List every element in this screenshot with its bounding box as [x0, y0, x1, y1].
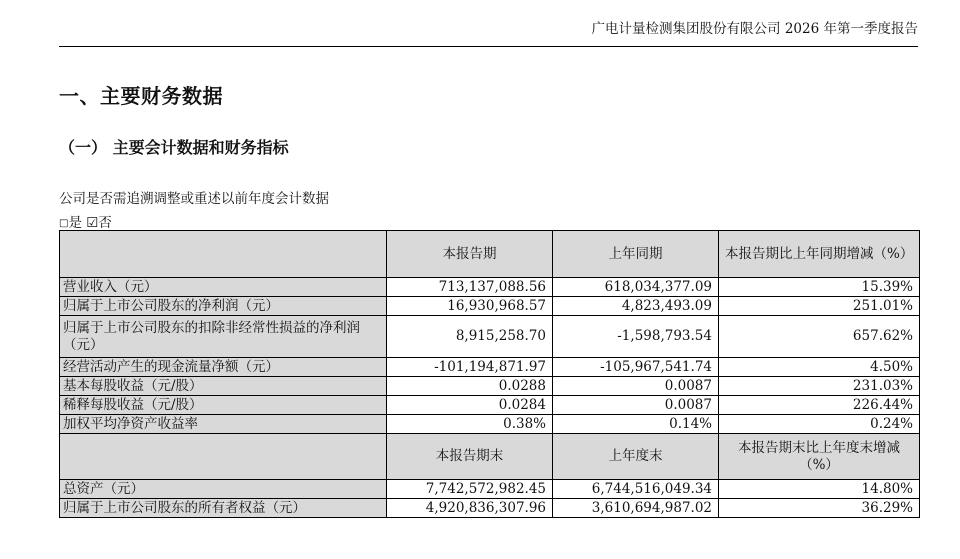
header-empty-cell — [60, 434, 387, 480]
row-label: 经营活动产生的现金流量净额（元） — [60, 358, 387, 377]
change-value: 15.39% — [719, 278, 920, 297]
table-row — [60, 396, 920, 415]
current-value: 8,915,258.70 — [387, 316, 553, 358]
table-row — [60, 316, 920, 358]
current-value: 0.0288 — [387, 377, 553, 396]
row-label: 总资产（元） — [60, 480, 387, 499]
prior-value: -105,967,541.74 — [553, 358, 719, 377]
table-row — [60, 278, 920, 297]
header-prior-period: 上年同期 — [553, 231, 719, 278]
subsection-title: （一） 主要会计数据和财务指标 — [59, 138, 289, 157]
header-prior-year-end: 上年度末 — [553, 434, 719, 480]
current-value: 7,742,572,982.45 — [387, 480, 553, 499]
current-value: 713,137,088.56 — [387, 278, 553, 297]
current-value: 4,920,836,307.96 — [387, 499, 553, 518]
table-row — [60, 499, 920, 518]
header-period-end: 本报告期末 — [387, 434, 553, 480]
report-title: 广电计量检测集团股份有限公司 2026 年第一季度报告 — [591, 21, 918, 37]
prior-value: 3,610,694,987.02 — [553, 499, 719, 518]
restatement-question: 公司是否需追溯调整或重述以前年度会计数据 — [59, 191, 329, 207]
row-label: 稀释每股收益（元/股） — [60, 396, 387, 415]
checked-box-icon: ☑ — [86, 215, 99, 231]
prior-value: 4,823,493.09 — [553, 297, 719, 316]
prior-value: 618,034,377.09 — [553, 278, 719, 297]
table-row — [60, 377, 920, 396]
change-value: 657.62% — [719, 316, 920, 358]
change-value: 231.03% — [719, 377, 920, 396]
table-row — [60, 415, 920, 434]
prior-value: 0.0087 — [553, 396, 719, 415]
header-change: 本报告期末比上年度末增减（%） — [719, 434, 920, 480]
row-label: 基本每股收益（元/股） — [60, 377, 387, 396]
restatement-choice — [59, 211, 112, 231]
row-label: 归属于上市公司股东的扣除非经常性损益的净利润（元） — [60, 316, 387, 358]
change-value: 0.24% — [719, 415, 920, 434]
prior-value: 6,744,516,049.34 — [553, 480, 719, 499]
change-value: 14.80% — [719, 480, 920, 499]
row-label: 营业收入（元） — [60, 278, 387, 297]
row-label: 加权平均净资产收益率 — [60, 415, 387, 434]
row-label: 归属于上市公司股东的净利润（元） — [60, 297, 387, 316]
unchecked-box-icon: □ — [59, 218, 69, 229]
prior-value: 0.0087 — [553, 377, 719, 396]
current-value: 0.38% — [387, 415, 553, 434]
change-value: 226.44% — [719, 396, 920, 415]
row-label: 归属于上市公司股东的所有者权益（元） — [60, 499, 387, 518]
table-row — [60, 480, 920, 499]
prior-value: -1,598,793.54 — [553, 316, 719, 358]
yes-label: 是 — [68, 215, 82, 231]
header-change: 本报告期比上年同期增减（%） — [719, 231, 920, 278]
current-value: 16,930,968.57 — [387, 297, 553, 316]
prior-value: 0.14% — [553, 415, 719, 434]
header-current-period: 本报告期 — [387, 231, 553, 278]
financial-data-table — [59, 230, 920, 518]
change-value: 251.01% — [719, 297, 920, 316]
table-header-row — [60, 434, 920, 480]
table-header-row — [60, 231, 920, 278]
page-header — [59, 12, 918, 47]
no-label: 否 — [98, 215, 112, 231]
current-value: 0.0284 — [387, 396, 553, 415]
current-value: -101,194,871.97 — [387, 358, 553, 377]
change-value: 4.50% — [719, 358, 920, 377]
header-empty-cell — [60, 231, 387, 278]
table-row — [60, 297, 920, 316]
table-row — [60, 358, 920, 377]
change-value: 36.29% — [719, 499, 920, 518]
section-title: 一、主要财务数据 — [59, 84, 223, 108]
